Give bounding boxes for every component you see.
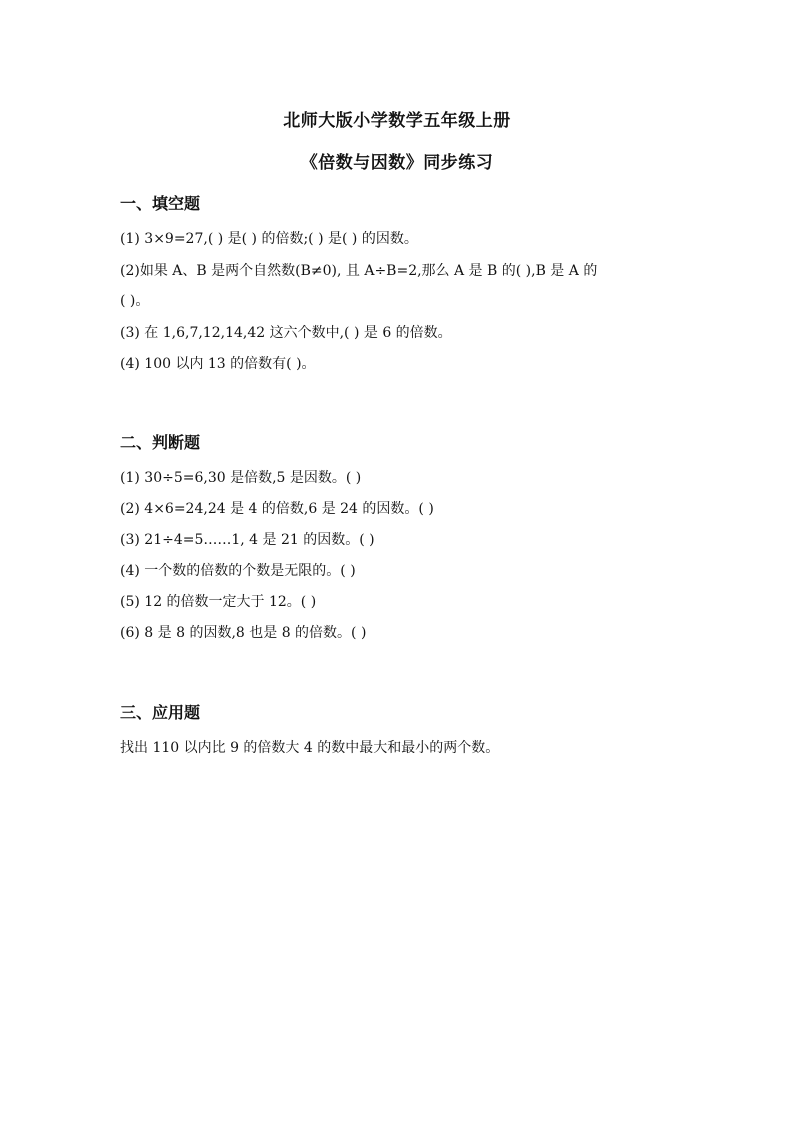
true-false-question-1: (1) 30÷5=6,30 是倍数,5 是因数。( )	[120, 470, 362, 486]
document-title: 北师大版小学数学五年级上册	[283, 111, 511, 131]
section-heading-fill-in: 一、填空题	[120, 194, 201, 213]
true-false-question-2: (2) 4×6=24,24 是 4 的倍数,6 是 24 的因数。( )	[120, 501, 434, 517]
word-problem-1: 找出 110 以内比 9 的倍数大 4 的数中最大和最小的两个数。	[120, 740, 500, 756]
fill-in-question-2-continued: ( )。	[120, 293, 150, 309]
fill-in-question-2: (2)如果 A、B 是两个自然数(B≠0), 且 A÷B=2,那么 A 是 B 的( ),B 是 A 的	[120, 263, 598, 279]
fill-in-question-1: (1) 3×9=27,( ) 是( ) 的倍数;( ) 是( ) 的因数。	[120, 231, 418, 247]
document-subtitle: 《倍数与因数》同步练习	[300, 153, 494, 173]
true-false-question-4: (4) 一个数的倍数的个数是无限的。( )	[120, 563, 356, 579]
fill-in-question-3: (3) 在 1,6,7,12,14,42 这六个数中,( ) 是 6 的倍数。	[120, 325, 452, 341]
section-heading-true-false: 二、判断题	[120, 433, 201, 452]
fill-in-question-4: (4) 100 以内 13 的倍数有( )。	[120, 356, 316, 372]
true-false-question-3: (3) 21÷4=5……1, 4 是 21 的因数。( )	[120, 532, 375, 548]
true-false-question-5: (5) 12 的倍数一定大于 12。( )	[120, 594, 317, 610]
true-false-question-6: (6) 8 是 8 的因数,8 也是 8 的倍数。( )	[120, 625, 367, 641]
section-heading-word-problem: 三、应用题	[120, 703, 201, 722]
